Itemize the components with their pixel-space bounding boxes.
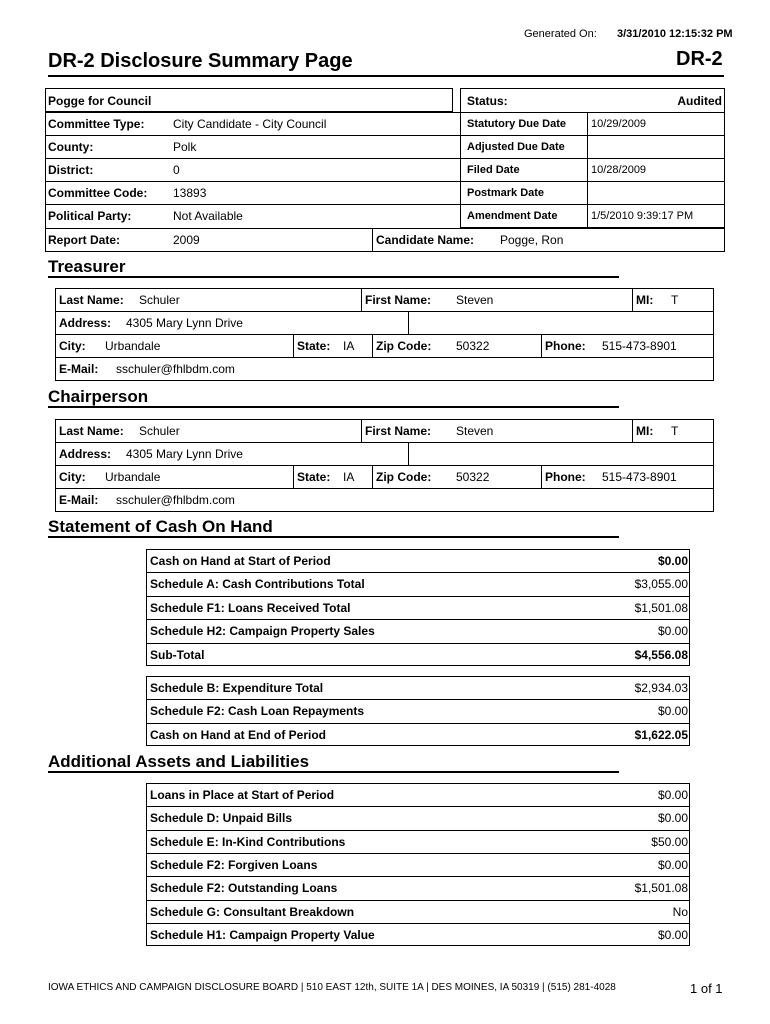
generated-label: Generated On: <box>524 28 597 40</box>
county-value: Polk <box>173 140 197 154</box>
report-date-value: 2009 <box>173 233 200 247</box>
treasurer-mi-label: MI: <box>636 293 654 307</box>
statutory-due-label: Statutory Due Date <box>467 118 567 130</box>
cash-row-label: Schedule B: Expenditure Total <box>150 681 324 695</box>
adjusted-due-label: Adjusted Due Date <box>467 141 565 153</box>
treasurer-email: sschuler@fhlbdm.com <box>116 362 235 376</box>
committee-name: Pogge for Council <box>48 94 152 108</box>
asset-row-value: $0.00 <box>657 788 688 802</box>
cash-heading: Statement of Cash On Hand <box>48 517 273 536</box>
treasurer-last-name-label: Last Name: <box>59 293 124 307</box>
treasurer-state: IA <box>343 339 355 353</box>
political-party-label: Political Party: <box>48 209 132 223</box>
district-label: District: <box>48 163 94 177</box>
treasurer-zip-label: Zip Code: <box>376 339 432 353</box>
treasurer-address-label: Address: <box>59 316 112 330</box>
status-value: Audited <box>677 94 722 108</box>
chairperson-city: Urbandale <box>105 470 161 484</box>
treasurer-city: Urbandale <box>105 339 161 353</box>
footer-address: IOWA ETHICS AND CAMPAIGN DISCLOSURE BOARD | 510 EAST 12th, SUITE 1A | DES MOINES, IA 50319 | (515) 281-4028 <box>48 982 616 993</box>
asset-row-label: Schedule F2: Forgiven Loans <box>150 857 318 872</box>
chairperson-last-name-label: Last Name: <box>59 424 124 438</box>
chairperson-state: IA <box>343 470 355 484</box>
chairperson-state-label: State: <box>297 470 331 484</box>
chairperson-mi-label: MI: <box>636 424 654 438</box>
treasurer-state-label: State: <box>297 339 331 353</box>
assets-heading: Additional Assets and Liabilities <box>48 752 310 771</box>
treasurer-last-name: Schuler <box>139 293 180 307</box>
chairperson-first-name: Steven <box>456 424 494 438</box>
chairperson-address-label: Address: <box>59 447 112 461</box>
chairperson-phone-label: Phone: <box>545 470 586 484</box>
cash-row-label: Cash on Hand at Start of Period <box>150 554 331 568</box>
title-rule <box>48 75 724 77</box>
asset-row-value: $0.00 <box>657 811 688 826</box>
cash-row-label: Schedule F2: Cash Loan Repayments <box>150 704 365 719</box>
chairperson-email: sschuler@fhlbdm.com <box>116 493 235 507</box>
cash-row-label: Schedule H2: Campaign Property Sales <box>150 624 375 639</box>
page-number: 1 of 1 <box>690 981 723 996</box>
committee-type-label: Committee Type: <box>48 117 145 131</box>
committee-type-value: City Candidate - City Council <box>173 117 327 131</box>
chairperson-phone: 515-473-8901 <box>602 470 677 484</box>
asset-row-label: Loans in Place at Start of Period <box>150 788 335 802</box>
asset-row-label: Schedule E: In-Kind Contributions <box>150 834 346 849</box>
treasurer-mi: T <box>671 293 679 307</box>
asset-row-value: $0.00 <box>657 857 688 872</box>
asset-row-label: Schedule D: Unpaid Bills <box>150 811 293 826</box>
asset-row-value: $50.00 <box>651 834 688 849</box>
amendment-date-label: Amendment Date <box>467 210 558 222</box>
filed-date-value: 10/28/2009 <box>591 164 647 176</box>
page-title: DR-2 Disclosure Summary Page <box>48 50 353 72</box>
cash-row-value: $4,556.08 <box>634 647 688 662</box>
cash-row-value: $0.00 <box>657 624 688 639</box>
asset-row-value: $1,501.08 <box>634 881 688 896</box>
cash-row-value: $1,501.08 <box>634 600 688 615</box>
amendment-date-value: 1/5/2010 9:39:17 PM <box>591 210 694 222</box>
asset-row-label: Schedule H1: Campaign Property Value <box>150 927 375 942</box>
treasurer-email-label: E-Mail: <box>59 362 99 376</box>
treasurer-city-label: City: <box>59 339 86 353</box>
chairperson-zip-label: Zip Code: <box>376 470 432 484</box>
chairperson-mi: T <box>671 424 679 438</box>
chairperson-last-name: Schuler <box>139 424 180 438</box>
county-label: County: <box>48 140 94 154</box>
cash-row-value: $2,934.03 <box>634 681 688 695</box>
cash-row-label: Sub-Total <box>150 647 205 662</box>
cash-row-value: $0.00 <box>657 554 688 568</box>
report-date-label: Report Date: <box>48 233 121 247</box>
cash-row-label: Schedule F1: Loans Received Total <box>150 600 351 615</box>
political-party-value: Not Available <box>173 209 243 223</box>
form-code: DR-2 <box>676 48 723 70</box>
postmark-date-label: Postmark Date <box>467 187 545 199</box>
cash-row-value: $1,622.05 <box>634 727 688 742</box>
district-value: 0 <box>173 163 180 177</box>
generated-value: 3/31/2010 12:15:32 PM <box>617 28 733 40</box>
treasurer-zip: 50322 <box>456 339 490 353</box>
chairperson-address: 4305 Mary Lynn Drive <box>126 447 243 461</box>
asset-row-label: Schedule G: Consultant Breakdown <box>150 904 355 919</box>
treasurer-phone: 515-473-8901 <box>602 339 677 353</box>
candidate-name-value: Pogge, Ron <box>500 233 564 247</box>
treasurer-address: 4305 Mary Lynn Drive <box>126 316 243 330</box>
treasurer-first-name: Steven <box>456 293 494 307</box>
treasurer-first-name-label: First Name: <box>365 293 432 307</box>
status-label: Status: <box>467 94 508 108</box>
chairperson-first-name-label: First Name: <box>365 424 432 438</box>
treasurer-heading: Treasurer <box>48 257 126 276</box>
asset-row-value: No <box>672 904 688 919</box>
chairperson-zip: 50322 <box>456 470 490 484</box>
statutory-due-value: 10/29/2009 <box>591 118 647 130</box>
committee-code-label: Committee Code: <box>48 186 148 200</box>
filed-date-label: Filed Date <box>467 164 520 176</box>
cash-row-label: Cash on Hand at End of Period <box>150 727 327 742</box>
chairperson-email-label: E-Mail: <box>59 493 99 507</box>
candidate-name-label: Candidate Name: <box>376 233 475 247</box>
chairperson-city-label: City: <box>59 470 86 484</box>
cash-row-value: $3,055.00 <box>634 577 688 592</box>
committee-code-value: 13893 <box>173 186 207 200</box>
treasurer-phone-label: Phone: <box>545 339 586 353</box>
chairperson-heading: Chairperson <box>48 387 149 406</box>
asset-row-label: Schedule F2: Outstanding Loans <box>150 881 338 896</box>
cash-row-label: Schedule A: Cash Contributions Total <box>150 577 365 592</box>
asset-row-value: $0.00 <box>657 927 688 942</box>
cash-row-value: $0.00 <box>657 704 688 719</box>
